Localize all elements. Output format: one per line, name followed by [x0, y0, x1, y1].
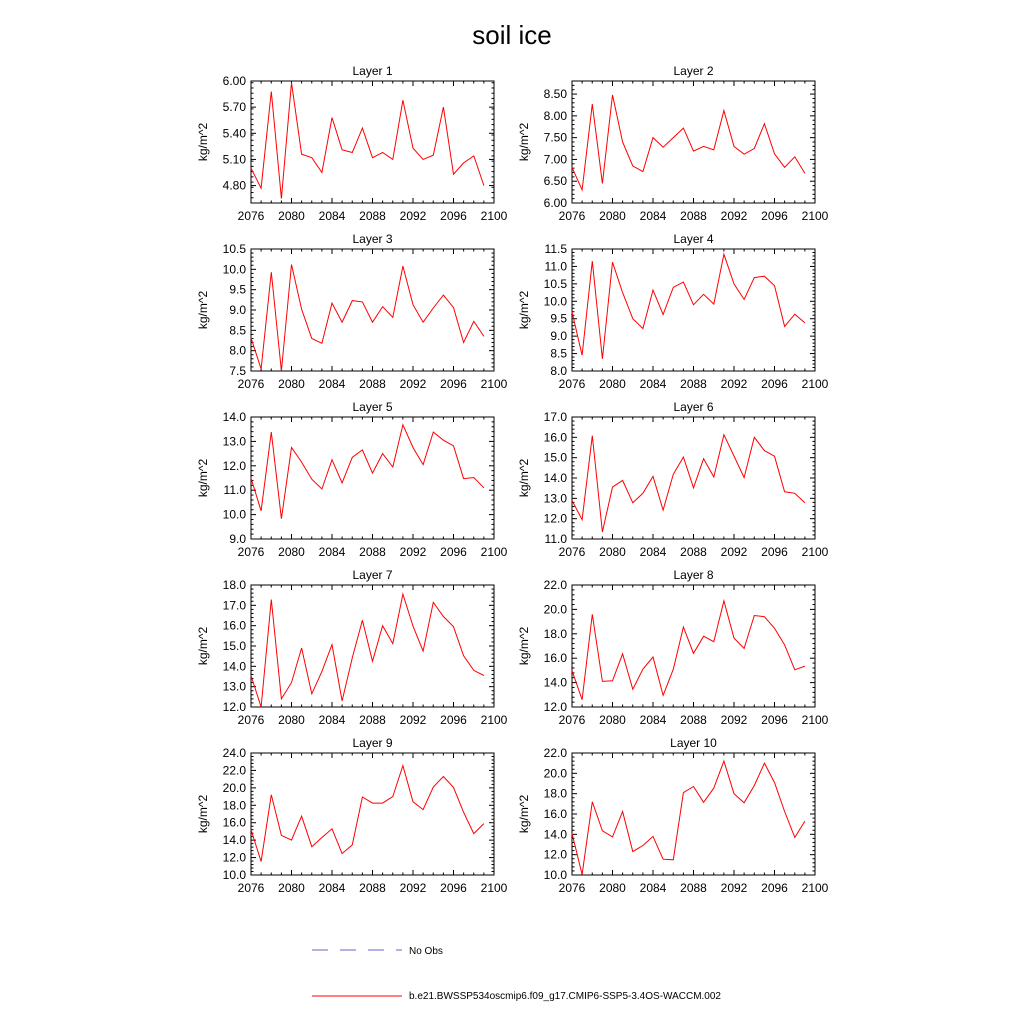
y-axis-label-6: kg/m^2 [517, 458, 531, 498]
y-tick-label: 18.0 [222, 798, 246, 813]
x-tick-label: 2092 [399, 377, 427, 391]
x-tick-label: 2092 [399, 713, 427, 727]
y-tick-label: 17.0 [543, 410, 567, 424]
panel-title-2: Layer 2 [673, 64, 714, 78]
y-tick-label: 10.0 [222, 868, 246, 882]
y-tick-label: 17.0 [222, 598, 246, 613]
y-tick-label: 11.0 [544, 259, 567, 274]
x-tick-label: 2080 [599, 545, 626, 559]
panel-title-5: Layer 5 [352, 400, 393, 414]
x-tick-label: 2080 [599, 209, 626, 223]
x-tick-label: 2100 [480, 713, 508, 727]
x-tick-label: 2076 [558, 209, 586, 223]
x-tick-label: 2100 [801, 881, 829, 895]
figure-title: soil ice [472, 20, 552, 50]
x-tick-label: 2080 [278, 713, 305, 727]
x-tick-label: 2080 [599, 377, 626, 391]
y-axis-label-10: kg/m^2 [517, 794, 531, 834]
x-tick-label: 2092 [720, 713, 748, 727]
y-tick-label: 5.70 [222, 100, 246, 115]
y-tick-label: 7.5 [229, 364, 246, 378]
y-axis-label-4: kg/m^2 [517, 290, 531, 330]
y-tick-label: 24.0 [222, 746, 246, 760]
y-tick-label: 20.0 [543, 602, 567, 617]
x-tick-label: 2076 [237, 881, 265, 895]
y-tick-label: 13.0 [543, 491, 567, 506]
x-tick-label: 2100 [801, 209, 829, 223]
x-tick-label: 2100 [801, 545, 829, 559]
y-tick-label: 12.0 [222, 850, 246, 865]
x-tick-label: 2084 [639, 209, 667, 223]
y-tick-label: 11.0 [223, 483, 246, 498]
x-tick-label: 2096 [761, 881, 788, 895]
panel-title-1: Layer 1 [352, 64, 393, 78]
y-axis-label-9: kg/m^2 [196, 794, 210, 834]
y-tick-label: 10.0 [543, 868, 567, 882]
y-tick-label: 18.0 [222, 578, 246, 592]
y-tick-label: 13.0 [222, 679, 246, 694]
y-tick-label: 8.00 [543, 108, 567, 123]
y-tick-label: 7.00 [543, 152, 567, 167]
x-tick-label: 2084 [318, 545, 346, 559]
x-tick-label: 2088 [359, 545, 386, 559]
x-tick-label: 2100 [480, 881, 508, 895]
x-tick-label: 2084 [639, 713, 667, 727]
panel-title-3: Layer 3 [352, 232, 393, 246]
y-tick-label: 18.0 [543, 626, 567, 641]
x-tick-label: 2096 [440, 881, 467, 895]
y-tick-label: 8.0 [550, 364, 567, 378]
y-tick-label: 12.0 [543, 847, 567, 862]
x-tick-label: 2076 [558, 545, 586, 559]
y-tick-label: 22.0 [222, 763, 246, 778]
y-tick-label: 16.0 [222, 618, 246, 633]
x-tick-label: 2096 [440, 713, 467, 727]
legend-no-obs-label: No Obs [409, 946, 443, 957]
x-tick-label: 2080 [278, 377, 305, 391]
y-tick-label: 10.0 [222, 507, 246, 522]
y-tick-label: 9.0 [229, 532, 246, 546]
x-tick-label: 2080 [599, 713, 626, 727]
panel-title-4: Layer 4 [673, 232, 714, 246]
y-tick-label: 22.0 [543, 578, 567, 592]
y-tick-label: 18.0 [543, 786, 567, 801]
x-tick-label: 2084 [318, 209, 346, 223]
x-tick-label: 2088 [680, 713, 707, 727]
x-tick-label: 2076 [558, 377, 586, 391]
x-tick-label: 2084 [318, 377, 346, 391]
x-tick-label: 2096 [761, 713, 788, 727]
x-tick-label: 2076 [558, 713, 586, 727]
y-tick-label: 9.0 [229, 303, 246, 317]
y-tick-label: 14.0 [222, 410, 246, 424]
y-tick-label: 12.0 [222, 700, 246, 714]
y-tick-label: 15.0 [222, 639, 246, 653]
x-tick-label: 2084 [639, 881, 667, 895]
x-tick-label: 2076 [237, 545, 265, 559]
y-tick-label: 7.50 [543, 130, 567, 145]
panel-title-8: Layer 8 [673, 568, 714, 582]
panel-title-10: Layer 10 [670, 736, 717, 750]
y-tick-label: 12.0 [222, 458, 246, 473]
x-tick-label: 2088 [359, 209, 386, 223]
x-tick-label: 2096 [761, 209, 788, 223]
x-tick-label: 2092 [399, 209, 427, 223]
x-tick-label: 2100 [480, 545, 508, 559]
y-tick-label: 5.40 [222, 126, 246, 141]
x-tick-label: 2080 [278, 881, 305, 895]
x-tick-label: 2092 [720, 881, 748, 895]
y-tick-label: 10.0 [222, 262, 246, 277]
x-tick-label: 2096 [440, 209, 467, 223]
y-tick-label: 6.00 [222, 74, 246, 88]
y-tick-label: 5.10 [222, 152, 246, 167]
panel-title-6: Layer 6 [673, 400, 714, 414]
y-tick-label: 12.0 [543, 700, 567, 714]
y-tick-label: 8.5 [550, 346, 567, 361]
y-tick-label: 22.0 [543, 746, 567, 760]
x-tick-label: 2084 [318, 881, 346, 895]
legend-model-label: b.e21.BWSSP534oscmip6.f09_g17.CMIP6-SSP5-3.4OS-WACCM.002 [409, 991, 721, 1002]
y-tick-label: 9.5 [229, 282, 246, 297]
y-tick-label: 16.0 [543, 807, 567, 821]
y-tick-label: 11.5 [544, 242, 567, 256]
y-axis-label-7: kg/m^2 [196, 626, 210, 666]
x-tick-label: 2096 [761, 377, 788, 391]
y-tick-label: 14.0 [543, 471, 567, 485]
y-tick-label: 8.50 [543, 87, 567, 102]
y-tick-label: 20.0 [222, 780, 246, 795]
y-axis-label-3: kg/m^2 [196, 290, 210, 330]
x-tick-label: 2088 [680, 881, 707, 895]
x-tick-label: 2096 [440, 545, 467, 559]
x-tick-label: 2088 [359, 377, 386, 391]
x-tick-label: 2100 [801, 713, 829, 727]
y-tick-label: 4.80 [222, 178, 246, 193]
y-tick-label: 9.5 [550, 311, 567, 326]
y-tick-label: 16.0 [543, 430, 567, 445]
y-tick-label: 9.0 [550, 329, 567, 344]
y-tick-label: 10.5 [222, 242, 246, 256]
x-tick-label: 2088 [680, 209, 707, 223]
y-tick-label: 14.0 [222, 833, 246, 848]
y-tick-label: 16.0 [543, 651, 567, 666]
y-tick-label: 20.0 [543, 766, 567, 781]
y-axis-label-2: kg/m^2 [517, 122, 531, 162]
x-tick-label: 2084 [639, 545, 667, 559]
y-tick-label: 11.0 [544, 532, 567, 546]
y-tick-label: 14.0 [543, 827, 567, 842]
y-tick-label: 14.0 [222, 659, 246, 674]
x-tick-label: 2088 [680, 377, 707, 391]
x-tick-label: 2088 [680, 545, 707, 559]
y-tick-label: 6.50 [543, 174, 567, 189]
x-tick-label: 2096 [440, 377, 467, 391]
y-tick-label: 6.00 [543, 196, 567, 210]
x-tick-label: 2076 [237, 377, 265, 391]
y-tick-label: 8.0 [229, 343, 246, 358]
x-tick-label: 2092 [399, 545, 427, 559]
x-tick-label: 2088 [359, 881, 386, 895]
y-axis-label-1: kg/m^2 [196, 122, 210, 162]
x-tick-label: 2080 [278, 545, 305, 559]
x-tick-label: 2100 [480, 377, 508, 391]
x-tick-label: 2088 [359, 713, 386, 727]
panel-title-7: Layer 7 [352, 568, 393, 582]
x-tick-label: 2076 [558, 881, 586, 895]
x-tick-label: 2076 [237, 209, 265, 223]
x-tick-label: 2080 [278, 209, 305, 223]
x-tick-label: 2092 [399, 881, 427, 895]
x-tick-label: 2092 [720, 377, 748, 391]
x-tick-label: 2096 [761, 545, 788, 559]
panel-title-9: Layer 9 [352, 736, 393, 750]
y-tick-label: 14.0 [543, 675, 567, 690]
y-tick-label: 10.5 [543, 276, 567, 291]
x-tick-label: 2100 [480, 209, 508, 223]
y-tick-label: 8.5 [229, 323, 246, 338]
x-tick-label: 2076 [237, 713, 265, 727]
x-tick-label: 2092 [720, 545, 748, 559]
x-tick-label: 2092 [720, 209, 748, 223]
y-axis-label-5: kg/m^2 [196, 458, 210, 498]
y-tick-label: 16.0 [222, 815, 246, 830]
x-tick-label: 2080 [599, 881, 626, 895]
y-tick-label: 12.0 [543, 511, 567, 526]
x-tick-label: 2084 [639, 377, 667, 391]
y-axis-label-8: kg/m^2 [517, 626, 531, 666]
x-tick-label: 2100 [801, 377, 829, 391]
y-tick-label: 13.0 [222, 434, 246, 449]
x-tick-label: 2084 [318, 713, 346, 727]
y-tick-label: 15.0 [543, 450, 567, 465]
y-tick-label: 10.0 [543, 294, 567, 309]
